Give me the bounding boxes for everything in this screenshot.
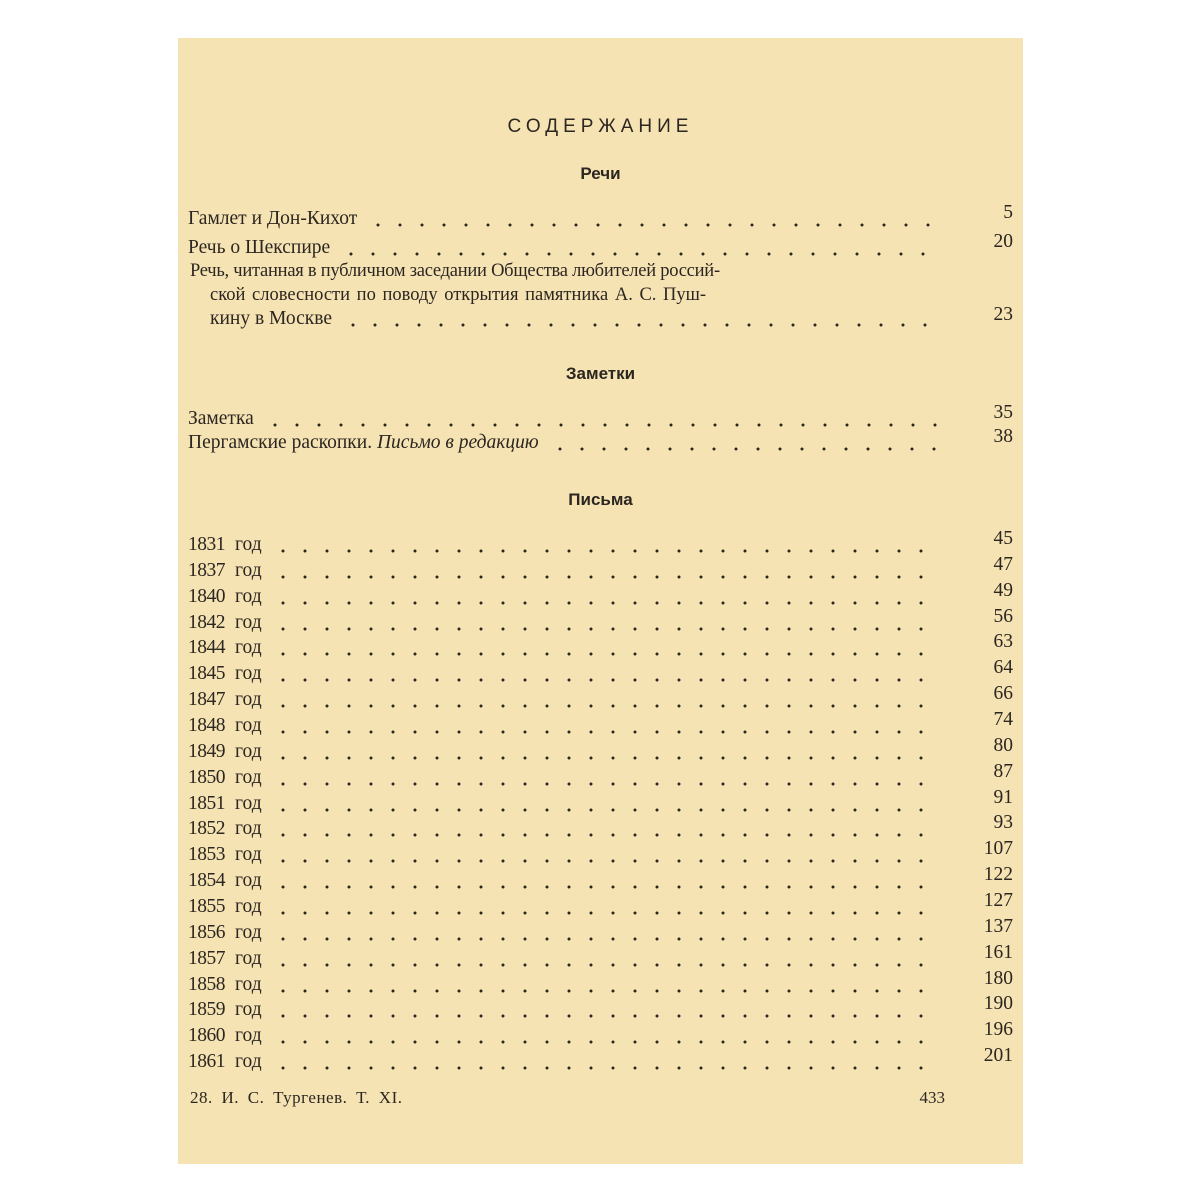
- toc-entry-year: 1859: [188, 999, 225, 1021]
- toc-entry[interactable]: [188, 605, 1013, 636]
- toc-entry[interactable]: [188, 967, 1013, 998]
- toc-page-number: 190: [983, 993, 1013, 1015]
- toc-entry[interactable]: [188, 1045, 1013, 1075]
- book-page: [178, 38, 1023, 1164]
- toc-entry[interactable]: [188, 259, 1013, 331]
- toc-entry-label: год: [235, 534, 262, 555]
- toc-entry-label: год: [235, 585, 262, 607]
- toc-entry[interactable]: [188, 760, 1013, 791]
- toc-entry-label: год: [235, 611, 262, 633]
- toc-entry-label: год: [235, 559, 262, 581]
- toc-entry[interactable]: [188, 231, 1013, 261]
- toc-page-number: 49: [993, 579, 1013, 601]
- toc-entry-year: 1848: [188, 715, 225, 736]
- dot-leader: [272, 859, 937, 863]
- dot-leader: [272, 1014, 937, 1018]
- toc-entry-year: 1847: [188, 689, 225, 711]
- dot-leader: [272, 937, 937, 941]
- toc-entry[interactable]: [188, 657, 1013, 687]
- toc-entry-year: 1831: [188, 534, 225, 555]
- toc-page-number: 91: [993, 786, 1013, 808]
- dot-leader: [272, 833, 937, 837]
- toc-entry[interactable]: [188, 889, 1013, 920]
- toc-entry-label: год: [235, 895, 262, 917]
- toc-entry-year: 1844: [188, 637, 225, 659]
- toc-page-number: 87: [993, 760, 1013, 782]
- toc-entry-year: 1845: [188, 663, 225, 685]
- toc-entry-label: год: [235, 740, 262, 762]
- toc-entry-label: год: [235, 1051, 262, 1072]
- toc-page-number: 56: [993, 605, 1013, 627]
- dot-leader: [272, 885, 937, 889]
- toc-entry-year: 1840: [188, 585, 225, 607]
- toc-entry-year: 1852: [188, 818, 225, 840]
- toc-page-number: 122: [983, 864, 1013, 885]
- toc-entry-label: год: [235, 1025, 262, 1047]
- section-heading-notes: Заметки: [565, 364, 636, 383]
- toc-entry-label: год: [235, 973, 262, 995]
- toc-page-number: 201: [983, 1045, 1013, 1066]
- toc-entry[interactable]: [188, 786, 1013, 817]
- signature-mark: 28. И. С. Тургенев. Т. XI.: [190, 1088, 403, 1107]
- toc-entry-title: Гамлет и Дон-Кихот: [188, 208, 358, 229]
- toc-entry-label: год: [235, 715, 262, 736]
- toc-entry-year: 1837: [188, 559, 225, 581]
- toc-page-number: 127: [983, 889, 1013, 911]
- toc-entry-year: 1853: [188, 844, 225, 866]
- section-heading-speeches: Речи: [580, 164, 621, 183]
- toc-entry-label: год: [235, 870, 262, 891]
- section-heading-letters: Письма: [568, 490, 633, 509]
- toc-entry[interactable]: [188, 426, 1013, 456]
- toc-entry[interactable]: [188, 812, 1013, 842]
- page-number: 433: [919, 1088, 945, 1107]
- toc-entry-label: год: [235, 663, 262, 685]
- toc-page-number: 45: [993, 528, 1013, 549]
- toc-page-number: 180: [983, 967, 1013, 989]
- dot-leader: [272, 782, 937, 786]
- toc-entry-title-line: ской словесности по поводу открытия памятника А. С. Пуш-: [210, 285, 707, 305]
- toc-entry[interactable]: [188, 734, 1013, 765]
- toc-page-number: 38: [993, 426, 1013, 447]
- toc-entry[interactable]: [188, 553, 1013, 584]
- dot-leader: [272, 989, 937, 993]
- toc-page-number: 35: [993, 402, 1013, 423]
- toc-entry[interactable]: [188, 631, 1013, 661]
- toc-entry[interactable]: [188, 941, 1013, 972]
- dot-leader: [272, 678, 937, 682]
- toc-entry-year: 1849: [188, 740, 225, 762]
- dot-leader: [272, 549, 937, 553]
- dot-leader: [272, 575, 937, 579]
- toc-entry[interactable]: [188, 402, 1013, 432]
- toc-page-number: 196: [983, 1019, 1013, 1041]
- dot-leader: [272, 601, 937, 605]
- dot-leader: [272, 704, 937, 708]
- toc-entry-year: 1857: [188, 947, 225, 969]
- toc-entry-title: Пергамские раскопки.: [188, 432, 373, 453]
- toc-entry-label: год: [235, 766, 262, 788]
- dot-leader: [340, 252, 937, 256]
- dot-leader: [367, 223, 937, 227]
- toc-entry-label: год: [235, 792, 262, 814]
- toc-entry-year: 1855: [188, 895, 225, 917]
- toc-entry-label: год: [235, 689, 262, 711]
- page-title: СОДЕРЖАНИЕ: [507, 116, 694, 137]
- toc-entry[interactable]: [188, 528, 1013, 558]
- dot-leader: [272, 627, 937, 631]
- dot-leader: [272, 911, 937, 915]
- toc-page-number: 137: [983, 915, 1013, 937]
- toc-entry-year: 1851: [188, 792, 225, 814]
- toc-entry[interactable]: [188, 993, 1013, 1023]
- toc-page-number: 47: [993, 553, 1013, 575]
- toc-page-number: 66: [993, 683, 1013, 705]
- dot-leader: [272, 963, 937, 967]
- toc-entry[interactable]: [188, 683, 1013, 713]
- toc-page-number: 5: [1003, 202, 1013, 223]
- toc-entry-label: год: [235, 921, 262, 943]
- dot-leader: [272, 652, 937, 656]
- dot-leader: [272, 730, 937, 734]
- toc-entry-year: 1861: [188, 1051, 225, 1072]
- toc-page-number: 63: [993, 631, 1013, 653]
- toc-page-number: 23: [993, 304, 1013, 325]
- dot-leader: [272, 1040, 937, 1044]
- toc-entry-label: год: [235, 818, 262, 840]
- toc-page-number: 80: [993, 734, 1013, 756]
- toc-entry[interactable]: [188, 864, 1013, 894]
- dot-leader: [272, 756, 937, 760]
- toc-entry[interactable]: [188, 1019, 1013, 1049]
- toc-entry-year: 1854: [188, 870, 225, 891]
- toc-entry-year: 1842: [188, 611, 225, 633]
- toc-page-number: 74: [993, 709, 1013, 730]
- toc-entry-title-line: кину в Москве: [210, 308, 333, 329]
- toc-page-number: 64: [993, 657, 1013, 679]
- toc-page-number: 20: [993, 231, 1013, 252]
- toc-entry[interactable]: [188, 838, 1013, 868]
- toc-entry-label: год: [235, 947, 262, 969]
- dot-leader: [272, 1066, 937, 1070]
- toc-entry-title-line: Речь, читанная в публичном заседании Общества любителей россий-: [190, 261, 720, 281]
- toc-entry-year: 1856: [188, 921, 225, 943]
- dot-leader: [549, 447, 937, 451]
- toc-entry-year: 1850: [188, 766, 225, 788]
- toc-entry-year: 1858: [188, 973, 225, 995]
- dot-leader: [342, 323, 937, 327]
- dot-leader: [272, 808, 937, 812]
- toc-entry-title: Заметка: [188, 408, 254, 429]
- toc-entry-label: год: [235, 637, 262, 659]
- toc-entry-subtitle: Письмо в редакцию: [376, 432, 539, 453]
- toc-entry-year: 1860: [188, 1025, 225, 1047]
- toc-page-number: 93: [993, 812, 1013, 834]
- dot-leader: [264, 423, 937, 427]
- toc-entry-title: Речь о Шекспире: [188, 237, 331, 258]
- toc-page-number: 161: [983, 941, 1013, 963]
- toc-entry[interactable]: [188, 202, 1013, 232]
- toc-entry[interactable]: [188, 915, 1013, 946]
- toc-entry[interactable]: [188, 579, 1013, 610]
- toc-entry-label: год: [235, 844, 262, 866]
- toc-entry[interactable]: [188, 709, 1013, 739]
- toc-page-number: 107: [983, 838, 1013, 860]
- toc-entry-label: год: [235, 999, 262, 1021]
